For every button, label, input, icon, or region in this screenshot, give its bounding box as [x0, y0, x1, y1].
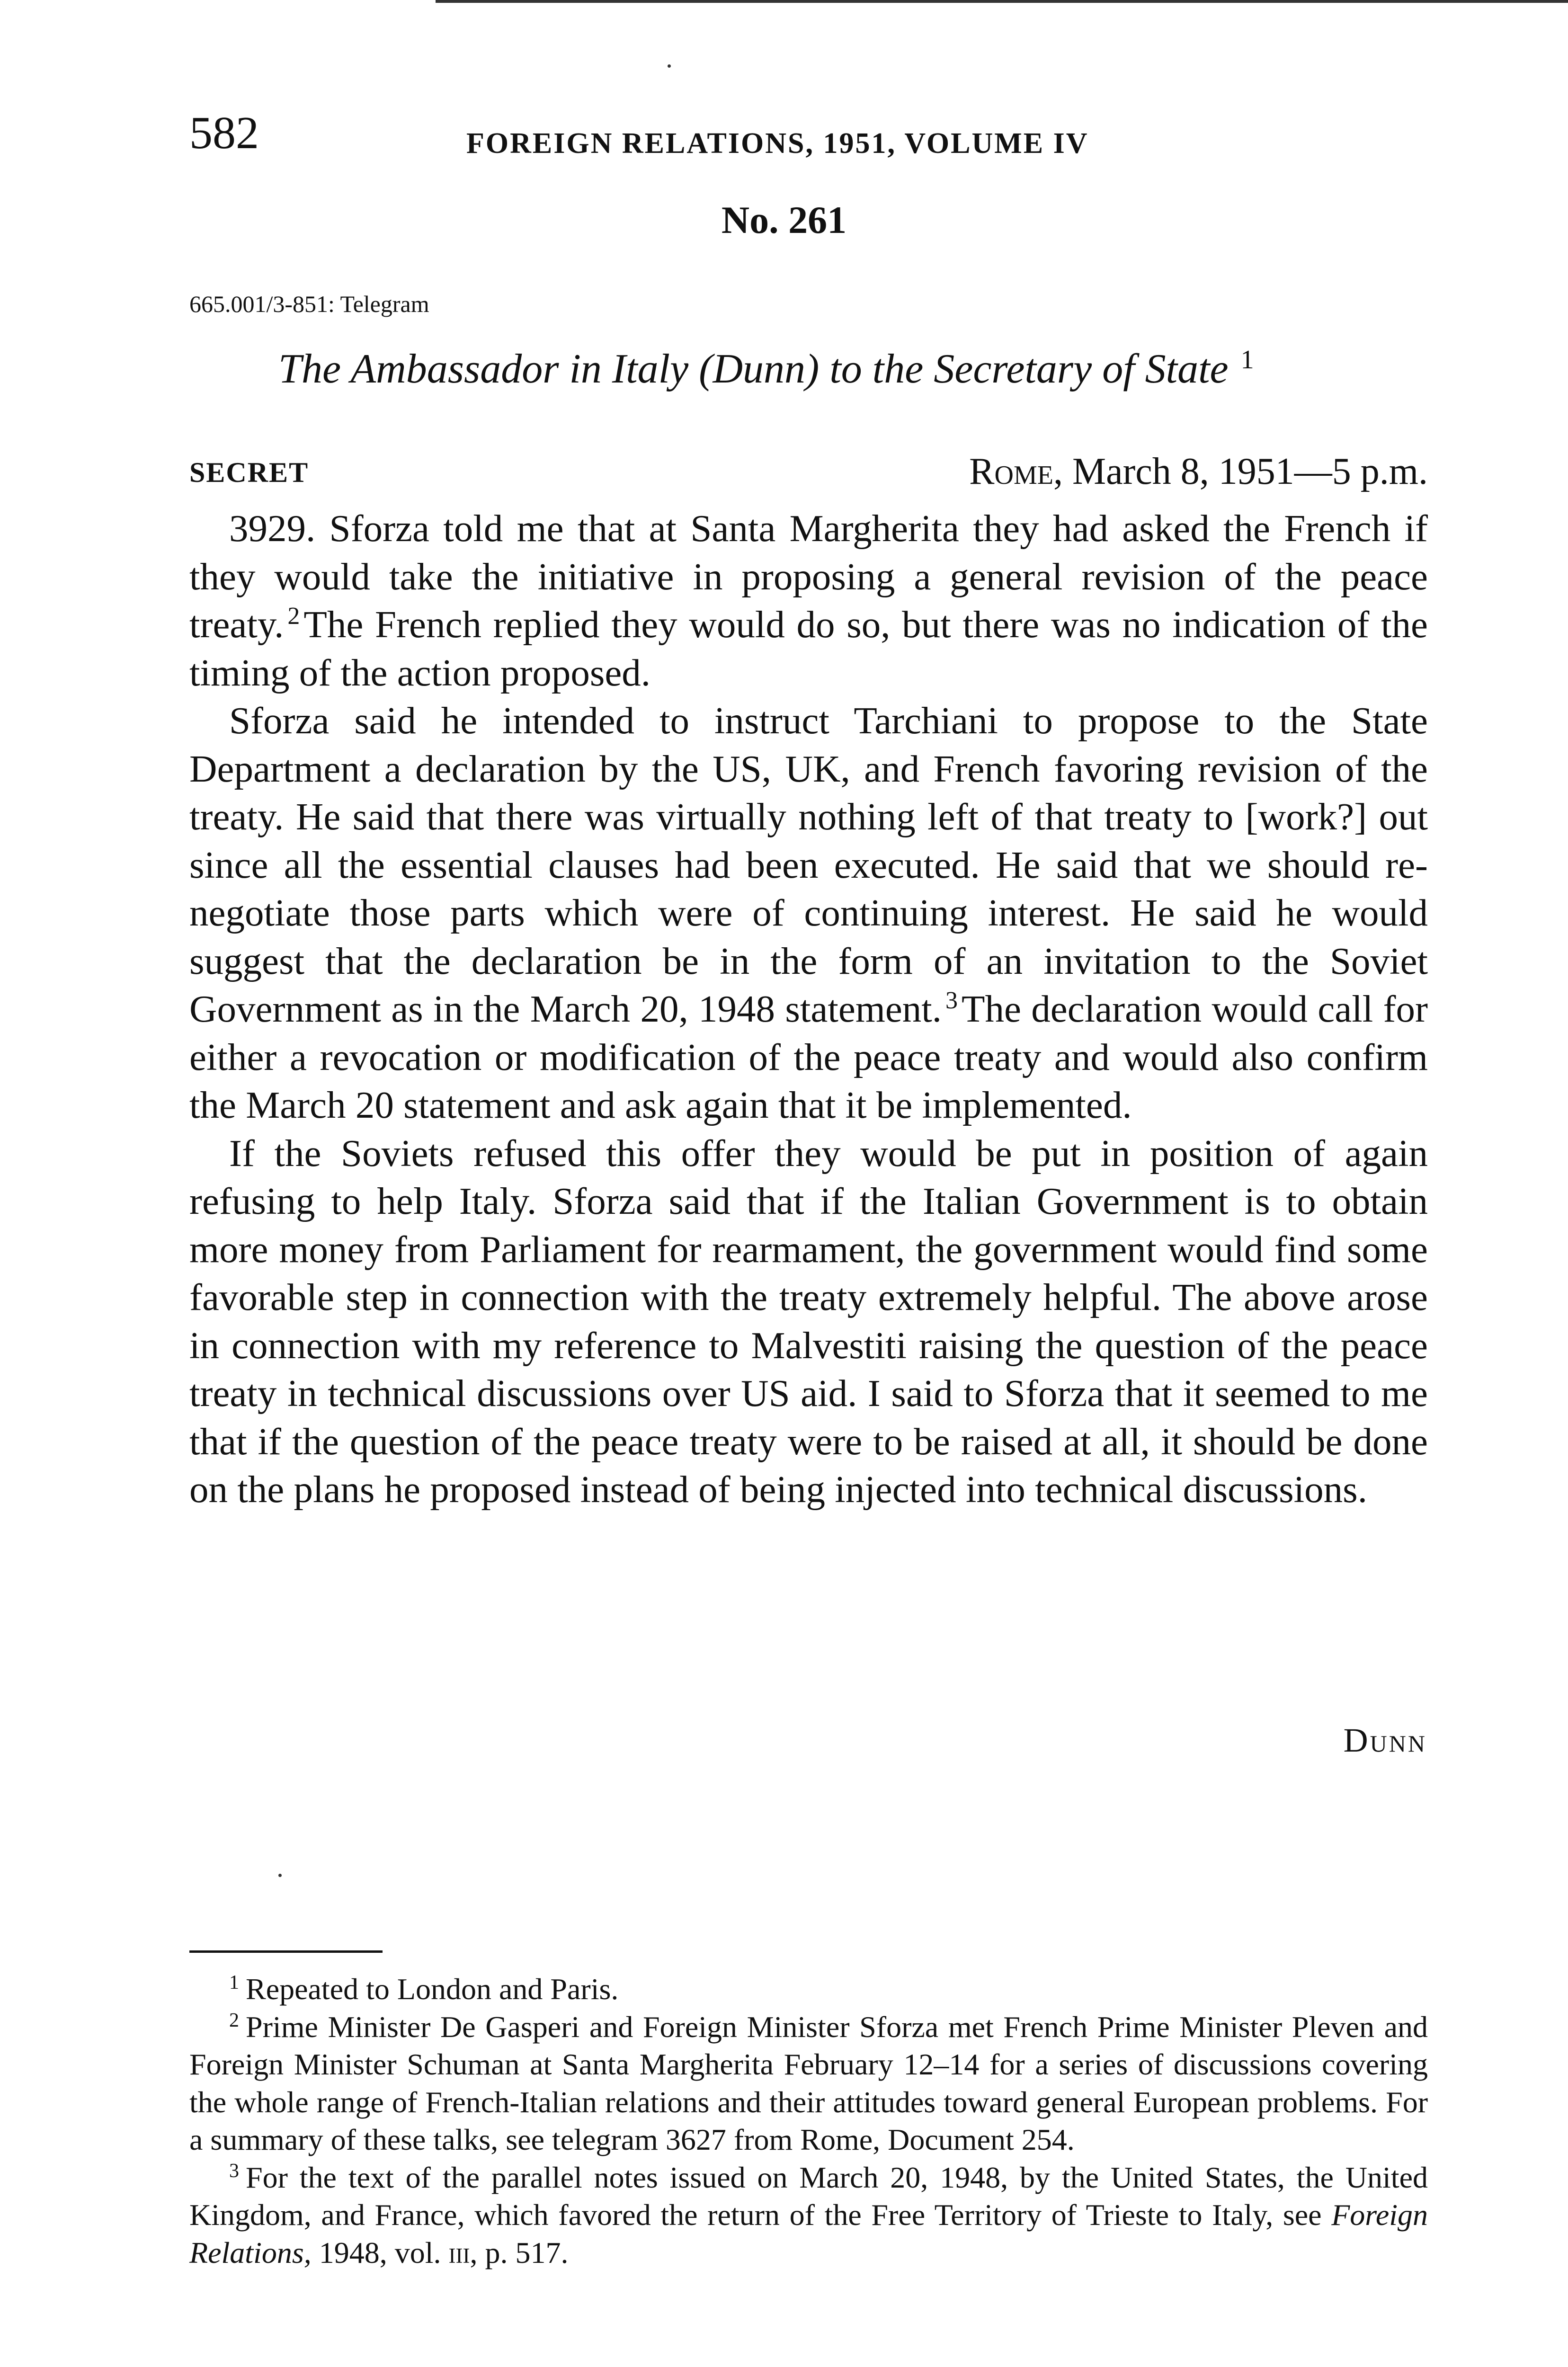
scan-speck — [668, 64, 671, 68]
body-paragraph-1-part1: 3929. Sforza told me that at Santa Margherita they had asked the French if they would take the initiative in proposing a general revision of the peace treaty. — [189, 507, 1428, 646]
footnote-separator — [189, 1950, 383, 1953]
footnote-1 — [189, 1970, 1428, 2008]
file-reference: 665.001/3-851: Telegram — [189, 291, 429, 317]
footnote-1-text: Repeated to London and Paris. — [246, 1972, 619, 2006]
document-heading-text: The Ambassador in Italy (Dunn) to the Secretary of State — [278, 346, 1229, 392]
running-head: FOREIGN RELATIONS, 1951, VOLUME IV — [466, 127, 1089, 160]
signature: Dunn — [1343, 1721, 1427, 1759]
telegram-body — [189, 505, 1428, 1514]
body-paragraph-2-part1: Sforza said he intended to instruct Tarchiani to propose to the State Department a declaration by the US, UK, and French favoring revision of the treaty. He said that there was virtually nothing left of that treaty to [work?] out since all the essential clauses had been executed. He said that we should re-negotiate those parts which were of continuing interest. He said he would suggest that the declaration be in the form of an invitation to the Soviet Government as in the March 20, 1948 statement. — [189, 699, 1428, 1030]
footnote-3-text: For the text of the parallel notes issued on March 20, 1948, by the United States, the United Kingdom, and France, which favored the return of the Free Territory of Trieste to Italy, see — [189, 2160, 1428, 2232]
footnote-2 — [189, 2008, 1428, 2159]
scan-speck — [278, 1874, 282, 1877]
classification-label: SECRET — [189, 457, 309, 488]
body-paragraph-2 — [189, 697, 1428, 1130]
footnote-3-citation-volume: iii — [448, 2235, 470, 2269]
footnote-2-text: Prime Minister De Gasperi and Foreign Minister Sforza met French Prime Minister Pleven and Foreign Minister Schuman at Santa Margherita February 12–14 for a series of discussions covering the whole range of French-Italian relations and their attitudes toward general European problems. For a summary of these talks, see telegram 3627 from Rome, Document 254. — [189, 2010, 1428, 2156]
footnote-3-citation-page: , p. 517. — [470, 2235, 569, 2269]
body-paragraph-3: If the Soviets refused this offer they would be put in position of again refusing to help Italy. Sforza said that if the Italian Government is to obtain more money from Parliament for rearmament, the government would find some favorable step in connection with the treaty extremely helpful. The above arose in connection with my reference to Malvestiti raising the question of the peace treaty in technical discussions over US aid. I said to Sforza that it seemed to me that if the question of the peace treaty were to be raised at all, it should be done on the plans he proposed instead of being injected into technical discussions. — [189, 1131, 1428, 1511]
footnote-ref-1[interactable]: 1 — [1240, 345, 1254, 374]
footnote-3 — [189, 2159, 1428, 2272]
footnote-3-citation-year: 1948, vol. — [311, 2235, 449, 2269]
body-paragraph-1-part2: The French replied they would do so, but there was no indication of the timing of the action proposed. — [189, 603, 1428, 694]
body-paragraph-1 — [189, 505, 1428, 697]
footnote-3-number: 3 — [229, 2160, 239, 2182]
document-number: No. 261 — [721, 198, 847, 241]
footnote-ref-2[interactable]: 2 — [287, 603, 300, 630]
body-paragraph-2-part2: The declaration would call for either a revocation or modification of the peace treaty and would also confirm the March 20 statement and ask again that it be implemented. — [189, 988, 1428, 1126]
dateline-place: Rome, — [969, 451, 1063, 492]
footnote-2-number: 2 — [229, 2009, 239, 2031]
top-edge-rule — [436, 0, 1568, 3]
page-number: 582 — [189, 107, 259, 159]
document-heading — [278, 345, 1254, 392]
dateline-date: March 8, 1951—5 p.m. — [1062, 451, 1428, 492]
dateline — [969, 453, 1428, 490]
footnote-1-number: 1 — [229, 1972, 239, 1993]
footnotes — [189, 1970, 1428, 2271]
footnote-3-citation-title: Foreign Relations, — [189, 2198, 1428, 2269]
footnote-ref-3[interactable]: 3 — [945, 987, 958, 1014]
